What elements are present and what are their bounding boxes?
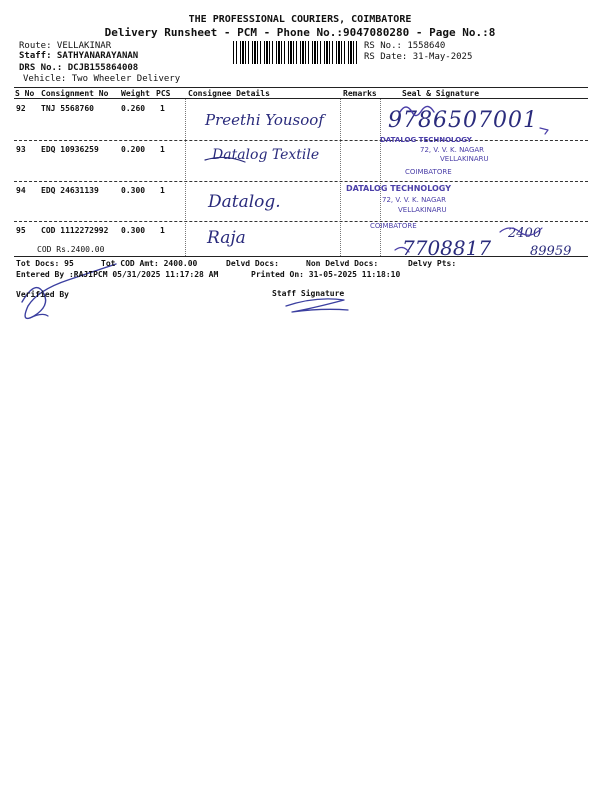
cod-amount-note: COD Rs.2400.00 [37,245,105,254]
handwritten-number: 89959 [530,244,572,259]
company-stamp-line: VELLAKINARU [440,155,489,163]
row-pcs: 1 [160,145,165,154]
staff-label: Staff: SATHYANARAYANAN [19,51,139,61]
row-consignment: EDQ 10936259 [41,145,99,154]
company-stamp-line: COIMBATORE [405,168,452,176]
non-delivered-docs: Non Delvd Docs: [306,259,379,268]
company-stamp-line: DATALOG TECHNOLOGY [346,184,451,193]
row-consignment: TNJ 5568760 [41,104,94,113]
verified-by-label: Verified By [16,290,69,299]
handwritten-amount: 2400 [508,226,542,241]
row-weight: 0.200 [121,145,146,154]
row-weight: 0.300 [121,226,146,235]
row-pcs: 1 [160,226,165,235]
signature-phone: 9786507001 [388,108,538,133]
entered-by: Entered By :RAJIPCM 05/31/2025 11:17:28 AM [16,270,219,279]
consignee-handwriting: Datalog. [208,192,281,212]
row-weight: 0.260 [121,104,146,113]
row-pcs: 1 [160,186,165,195]
col-sno: S No [15,89,35,98]
rs-number: RS No.: 1558640 [364,41,446,51]
col-pcs: PCS [156,89,171,98]
row-sno: 95 [16,226,26,235]
row-consignment: EDQ 24631139 [41,186,99,195]
row-sno: 92 [16,104,26,113]
row-pcs: 1 [160,104,165,113]
rs-date: RS Date: 31-May-2025 [364,52,473,62]
company-title: THE PROFESSIONAL COURIERS, COIMBATORE [188,14,412,25]
company-stamp-line: 72, V. V. K. NAGAR [382,196,447,204]
company-stamp-line: COIMBATORE [370,222,417,230]
total-docs: Tot Docs: 95 [16,259,74,268]
col-remarks: Remarks [343,89,377,98]
signature-phone: 7708817 [402,236,492,260]
vehicle-label: Vehicle: Two Wheeler Delivery [23,74,181,84]
consignee-handwriting: Raja [207,228,246,248]
delivery-points: Delvy Pts: [408,259,457,268]
delivered-docs: Delvd Docs: [226,259,279,268]
company-stamp-line: VELLAKINARU [398,206,447,214]
total-cod-amount: Tot COD Amt: 2400.00 [101,259,198,268]
col-weight: Weight [121,89,150,98]
row-weight: 0.300 [121,186,146,195]
row-sno: 93 [16,145,26,154]
row-consignment: COD 1112272992 [41,226,109,235]
route-label: Route: VELLAKINAR [19,41,112,51]
row-sno: 94 [16,186,26,195]
drs-number: DRS No.: DCJB155864008 [19,63,139,73]
col-consignment: Consignment No [41,89,109,98]
company-stamp-line: DATALOG TECHNOLOGY [380,136,472,144]
printed-on: Printed On: 31-05-2025 11:18:10 [251,270,401,279]
consignee-handwriting: Datalog Textile [212,147,320,163]
company-stamp-line: 72, V. V. K. NAGAR [420,146,485,154]
col-seal: Seal & Signature [402,89,480,98]
runsheet-title: Delivery Runsheet - PCM - Phone No.:9047080280 - Page No.:8 [104,26,496,39]
col-consignee: Consignee Details [188,89,270,98]
consignee-handwriting: Preethi Yousoof [205,111,324,129]
staff-signature-label: Staff Signature [272,289,345,298]
